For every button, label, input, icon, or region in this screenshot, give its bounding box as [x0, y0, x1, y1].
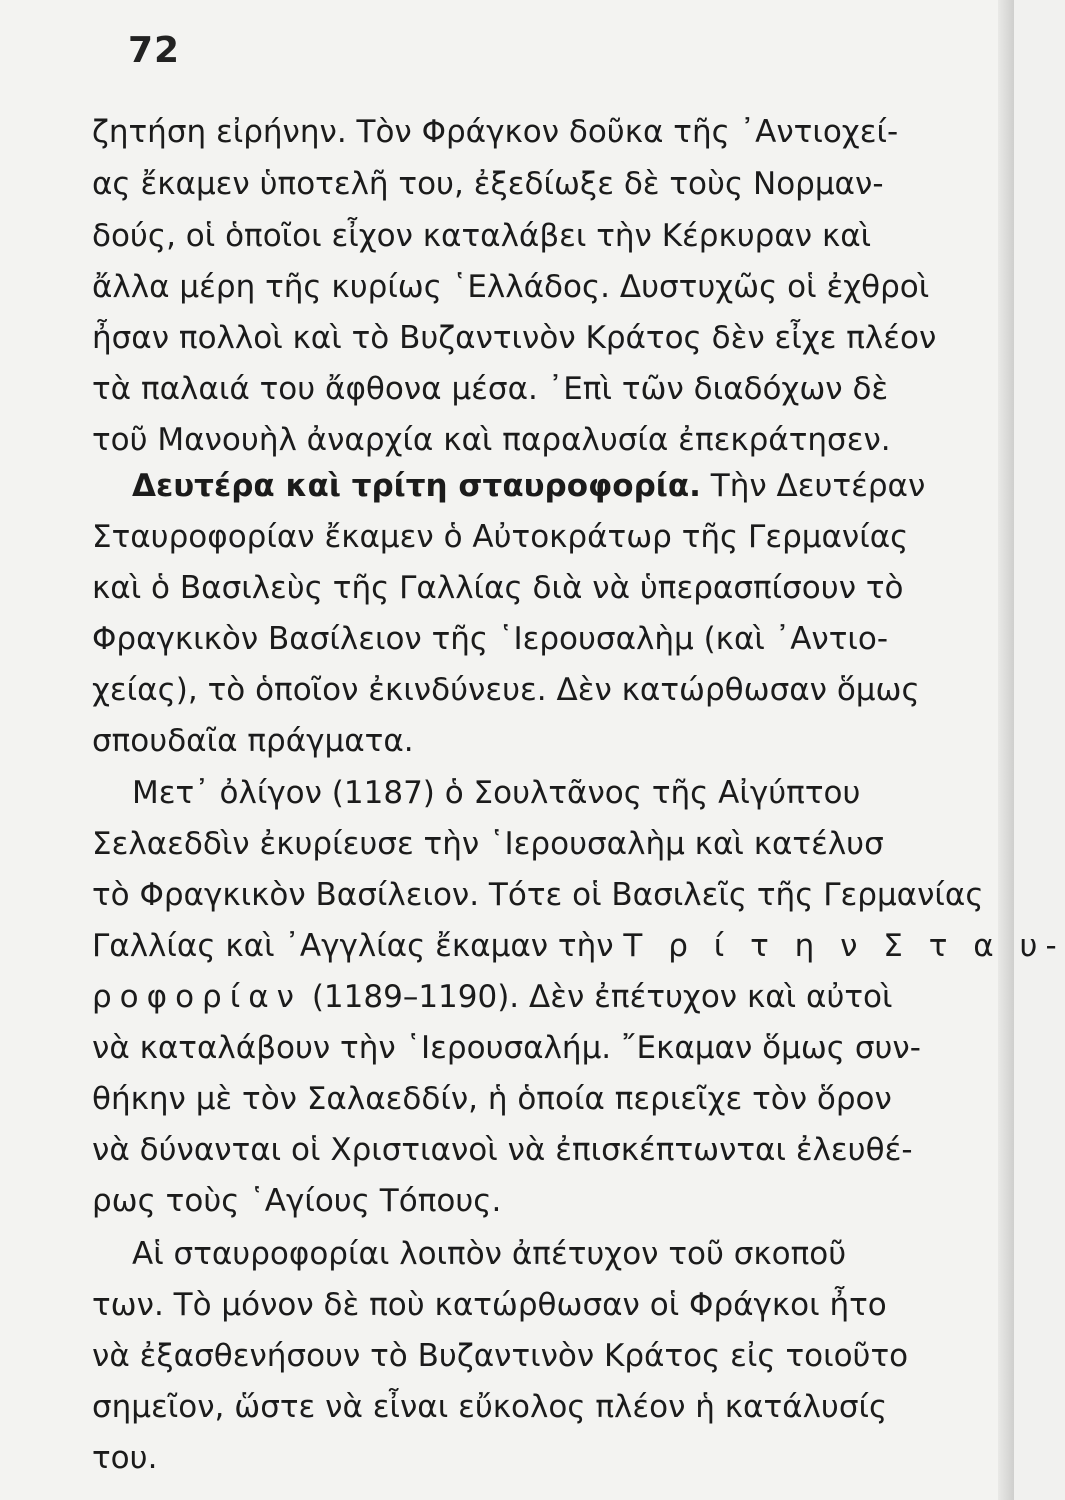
- text-line: Σταυροφορίαν ἔκαμεν ὁ Αὐτοκράτωρ τῆς Γερμανίας: [92, 519, 909, 555]
- page-number: 72: [128, 30, 181, 71]
- text-line: σημεῖον, ὥστε νὰ εἶναι εὔκολος πλέον ἡ κατάλυσίς: [92, 1389, 888, 1425]
- text-line: σπουδαῖα πράγματα.: [92, 723, 414, 759]
- text-line: χείας), τὸ ὁποῖον ἐκινδύνευε. Δὲν κατώρθωσαν ὅμως: [92, 672, 920, 708]
- section-heading-continuation: Τὴν Δευτέραν: [700, 468, 926, 504]
- text-line: τὸ Φραγκικὸν Βασίλειον. Τότε οἱ Βασιλεῖς τῆς Γερμανίας: [92, 877, 984, 913]
- spaced-phrase: Τ ρ ί τ η ν Σ τ α υ-: [623, 928, 1065, 964]
- text-line: τὰ παλαιά του ἄφθονα μέσα. ᾿Επὶ τῶν διαδόχων δὲ: [92, 371, 889, 407]
- text-line: Αἱ σταυροφορίαι λοιπὸν ἀπέτυχον τοῦ σκοποῦ: [132, 1236, 847, 1272]
- text-line: Σελαεδδὶν ἐκυρίευσε τὴν ῾Ιερουσαλὴμ καὶ κατέλυσ: [92, 826, 884, 862]
- spaced-word: ροφορίαν: [92, 979, 302, 1015]
- text-line: νὰ καταλάβουν τὴν ῾Ιερουσαλήμ. ῎Εκαμαν ὅμως συν-: [92, 1030, 921, 1066]
- text-line-dates: [92, 973, 992, 1021]
- text-line: ἦσαν πολλοὶ καὶ τὸ Βυζαντινὸν Κράτος δὲν εἶχε πλέον: [92, 320, 937, 356]
- text-line: τοῦ Μανουὴλ ἀναρχία καὶ παραλυσία ἐπεκράτησεν.: [92, 422, 891, 458]
- page-edge: [998, 0, 1014, 1500]
- text-line: Μετ᾿ ὀλίγον (1187) ὁ Σουλτᾶνος τῆς Αἰγύπτου: [132, 775, 861, 811]
- section-heading: Δευτέρα καὶ τρίτη σταυροφορία.: [132, 468, 701, 504]
- text-line: ἄλλα μέρη τῆς κυρίως ῾Ελλάδος. Δυστυχῶς οἱ ἐχθροὶ: [92, 269, 930, 305]
- text-line: καὶ ὁ Βασιλεὺς τῆς Γαλλίας διὰ νὰ ὑπερασπίσουν τὸ: [92, 570, 904, 606]
- text-line-spaced-title: [92, 922, 1065, 970]
- text-line: ζητήση εἰρήνην. Τὸν Φράγκον δοῦκα τῆς ᾿Αντιοχεί-: [92, 114, 899, 150]
- text-line: δούς, οἱ ὁποῖοι εἶχον καταλάβει τὴν Κέρκυραν καὶ: [92, 218, 872, 254]
- text-line: νὰ δύνανται οἱ Χριστιανοὶ νὰ ἐπισκέπτωνται ἐλευθέ-: [92, 1132, 913, 1168]
- text-line: ρως τοὺς ῾Αγίους Τόπους.: [92, 1183, 502, 1219]
- text-fragment: (1189–1190). Δὲν ἐπέτυχον καὶ αὐτοὶ: [301, 979, 893, 1015]
- text-line: ας ἔκαμεν ὑποτελῆ του, ἐξεδίωξε δὲ τοὺς Νορμαν-: [92, 166, 884, 202]
- text-fragment: Γαλλίας καὶ ᾿Αγγλίας ἔκαμαν τὴν: [92, 928, 614, 964]
- text-line: των. Τὸ μόνον δὲ ποὺ κατώρθωσαν οἱ Φράγκοι ἦτο: [92, 1287, 887, 1323]
- text-line: θήκην μὲ τὸν Σαλαεδδίν, ἡ ὁποία περιεῖχε τὸν ὅρον: [92, 1081, 892, 1117]
- text-line: νὰ ἐξασθενήσουν τὸ Βυζαντινὸν Κράτος εἰς τοιοῦτο: [92, 1338, 909, 1374]
- section-heading-line: [132, 462, 992, 510]
- text-line: Φραγκικὸν Βασίλειον τῆς ῾Ιερουσαλὴμ (καὶ ᾿Αντιο-: [92, 621, 889, 657]
- text-line: του.: [92, 1440, 158, 1476]
